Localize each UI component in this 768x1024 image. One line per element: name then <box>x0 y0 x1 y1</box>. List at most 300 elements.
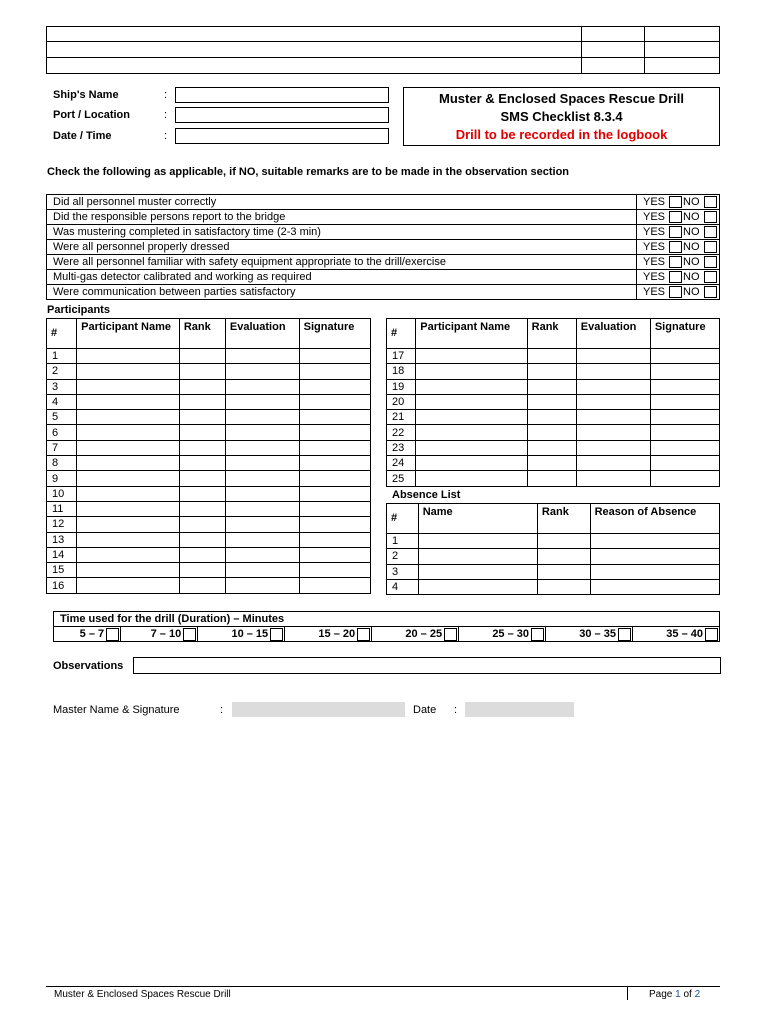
participant-number: 9 <box>47 471 77 486</box>
no-label: NO <box>683 256 700 268</box>
participant-cell[interactable] <box>416 471 527 486</box>
participant-cell[interactable] <box>650 379 719 394</box>
participant-cell[interactable] <box>299 486 370 501</box>
port-location-colon: : <box>164 109 168 121</box>
duration-option <box>632 627 719 642</box>
participant-number: 6 <box>47 425 77 440</box>
participant-number: 7 <box>47 440 77 455</box>
participant-number: 19 <box>387 379 416 394</box>
participant-cell[interactable] <box>576 440 650 455</box>
participant-row <box>47 501 371 516</box>
ship-name-field[interactable] <box>175 87 389 103</box>
participant-cell[interactable] <box>77 440 180 455</box>
observations-label: Observations <box>53 660 124 672</box>
no-checkbox[interactable] <box>704 256 717 268</box>
participant-cell[interactable] <box>527 471 576 486</box>
participant-cell[interactable] <box>225 394 299 409</box>
yes-checkbox[interactable] <box>669 211 682 223</box>
participant-cell[interactable] <box>179 349 225 364</box>
duration-checkbox[interactable] <box>183 628 196 641</box>
participant-cell[interactable] <box>179 578 225 593</box>
participant-cell[interactable] <box>299 394 370 409</box>
master-signature-field[interactable] <box>232 702 405 717</box>
checklist-answer <box>637 285 720 300</box>
participant-cell[interactable] <box>576 456 650 471</box>
participant-cell[interactable] <box>77 501 180 516</box>
duration-checkbox[interactable] <box>106 628 119 641</box>
participant-cell[interactable] <box>416 440 527 455</box>
participant-cell[interactable] <box>225 440 299 455</box>
participant-row <box>47 394 371 409</box>
participants-header-cell: Signature <box>299 319 370 349</box>
checklist-row <box>47 195 720 210</box>
absence-number: 3 <box>387 564 419 579</box>
participant-row <box>47 578 371 593</box>
absence-row <box>387 549 720 564</box>
date-field[interactable] <box>465 702 574 717</box>
duration-table <box>53 611 720 642</box>
checklist-answer <box>637 225 720 240</box>
absence-cell[interactable] <box>537 579 590 594</box>
participant-cell[interactable] <box>225 379 299 394</box>
participant-row <box>47 456 371 471</box>
no-label: NO <box>683 241 700 253</box>
participant-cell[interactable] <box>299 501 370 516</box>
participant-number: 3 <box>47 379 77 394</box>
yes-checkbox[interactable] <box>669 226 682 238</box>
date-time-colon: : <box>164 130 168 142</box>
participant-cell[interactable] <box>179 486 225 501</box>
participant-row <box>47 547 371 562</box>
participant-cell[interactable] <box>527 349 576 364</box>
participant-cell[interactable] <box>225 456 299 471</box>
duration-checkbox[interactable] <box>357 628 370 641</box>
participant-row <box>387 425 720 440</box>
observations-field[interactable] <box>133 657 721 674</box>
date-time-field[interactable] <box>175 128 389 144</box>
page-of: of <box>680 989 695 1000</box>
duration-title: Time used for the drill (Duration) – Minutes <box>54 612 720 627</box>
absence-cell[interactable] <box>537 534 590 549</box>
participant-row <box>47 471 371 486</box>
participant-cell[interactable] <box>77 486 180 501</box>
participant-cell[interactable] <box>77 379 180 394</box>
yes-label: YES <box>643 211 666 223</box>
checklist-number: SMS Checklist 8.3.4 <box>500 109 623 124</box>
participant-cell[interactable] <box>225 578 299 593</box>
duration-option-label: 5 – 7 <box>79 628 105 640</box>
participant-cell[interactable] <box>225 486 299 501</box>
participant-cell[interactable] <box>225 425 299 440</box>
participant-cell[interactable] <box>416 410 527 425</box>
checklist-answer <box>637 270 720 285</box>
participant-cell[interactable] <box>299 425 370 440</box>
participant-row <box>387 394 720 409</box>
participant-cell[interactable] <box>77 364 180 379</box>
participant-cell[interactable] <box>650 471 719 486</box>
participant-row <box>387 440 720 455</box>
checklist-question: Was mustering completed in satisfactory time (2-3 min) <box>47 225 637 240</box>
absence-table <box>386 503 720 595</box>
participant-cell[interactable] <box>77 547 180 562</box>
participant-number: 20 <box>387 394 416 409</box>
no-checkbox[interactable] <box>704 211 717 223</box>
participants-header-cell: Evaluation <box>576 319 650 349</box>
participant-cell[interactable] <box>299 563 370 578</box>
yes-checkbox[interactable] <box>669 241 682 253</box>
participant-cell[interactable] <box>179 440 225 455</box>
duration-checkbox[interactable] <box>444 628 457 641</box>
checklist-table <box>46 194 720 300</box>
no-checkbox[interactable] <box>704 286 717 298</box>
participant-cell[interactable] <box>576 410 650 425</box>
participant-cell[interactable] <box>77 394 180 409</box>
yes-checkbox[interactable] <box>669 256 682 268</box>
yes-checkbox[interactable] <box>669 271 682 283</box>
participant-cell[interactable] <box>179 471 225 486</box>
participant-cell[interactable] <box>77 563 180 578</box>
participants-header-row <box>47 319 371 349</box>
participant-cell[interactable] <box>650 364 719 379</box>
participants-header-cell: Rank <box>527 319 576 349</box>
participant-number: 4 <box>47 394 77 409</box>
participant-number: 15 <box>47 563 77 578</box>
checklist-answer <box>637 255 720 270</box>
port-location-label: Port / Location <box>53 109 130 121</box>
participant-number: 11 <box>47 501 77 516</box>
participant-cell[interactable] <box>650 440 719 455</box>
participant-cell[interactable] <box>576 394 650 409</box>
instruction-text: Check the following as applicable, if NO, suitable remarks are to be made in the observation section <box>47 166 570 178</box>
yes-label: YES <box>643 286 666 298</box>
participant-cell[interactable] <box>576 349 650 364</box>
duration-checkbox[interactable] <box>531 628 544 641</box>
yes-label: YES <box>643 226 666 238</box>
participant-cell[interactable] <box>179 456 225 471</box>
participants-header-cell: Rank <box>179 319 225 349</box>
participant-cell[interactable] <box>299 364 370 379</box>
checklist-question: Were communication between parties satisfactory <box>47 285 637 300</box>
participant-cell[interactable] <box>179 532 225 547</box>
participant-row <box>47 410 371 425</box>
participant-cell[interactable] <box>576 471 650 486</box>
participant-number: 24 <box>387 456 416 471</box>
participant-cell[interactable] <box>416 394 527 409</box>
participant-row <box>47 440 371 455</box>
participant-cell[interactable] <box>527 425 576 440</box>
participant-cell[interactable] <box>225 364 299 379</box>
absence-header-cell: Reason of Absence <box>590 504 719 534</box>
duration-checkbox[interactable] <box>705 628 718 641</box>
participant-number: 12 <box>47 517 77 532</box>
participant-row <box>47 517 371 532</box>
form-title: Muster & Enclosed Spaces Rescue Drill <box>439 91 684 106</box>
participant-cell[interactable] <box>650 349 719 364</box>
participant-cell[interactable] <box>650 456 719 471</box>
duration-option-label: 25 – 30 <box>492 628 530 640</box>
yes-label: YES <box>643 196 666 208</box>
participant-row <box>387 471 720 486</box>
participant-cell[interactable] <box>77 425 180 440</box>
title-box <box>403 87 720 146</box>
participant-number: 23 <box>387 440 416 455</box>
participant-row <box>47 532 371 547</box>
participant-cell[interactable] <box>650 410 719 425</box>
duration-option-label: 30 – 35 <box>579 628 616 640</box>
yes-label: YES <box>643 271 666 283</box>
participant-row <box>47 563 371 578</box>
absence-cell[interactable] <box>418 579 537 594</box>
participant-cell[interactable] <box>299 410 370 425</box>
absence-cell[interactable] <box>418 549 537 564</box>
participant-cell[interactable] <box>650 425 719 440</box>
absence-number: 1 <box>387 534 419 549</box>
participants-header-cell: Evaluation <box>225 319 299 349</box>
no-label: NO <box>683 271 700 283</box>
participant-cell[interactable] <box>299 517 370 532</box>
absence-number: 4 <box>387 579 419 594</box>
duration-option-label: 35 – 40 <box>666 628 703 640</box>
participant-number: 17 <box>387 349 416 364</box>
participant-cell[interactable] <box>77 456 180 471</box>
absence-header-cell: Rank <box>537 504 590 534</box>
participant-cell[interactable] <box>299 471 370 486</box>
participant-cell[interactable] <box>77 471 180 486</box>
checklist-question: Did the responsible persons report to the bridge <box>47 210 637 225</box>
participant-cell[interactable] <box>527 440 576 455</box>
participant-cell[interactable] <box>77 410 180 425</box>
participant-number: 16 <box>47 578 77 593</box>
participant-row <box>387 456 720 471</box>
checklist-question: Multi-gas detector calibrated and working as required <box>47 270 637 285</box>
absence-cell[interactable] <box>590 549 719 564</box>
absence-cell[interactable] <box>537 564 590 579</box>
duration-option <box>54 627 121 642</box>
duration-option-label: 7 – 10 <box>150 628 182 640</box>
participant-cell[interactable] <box>527 410 576 425</box>
no-label: NO <box>683 196 700 208</box>
duration-option <box>546 627 633 642</box>
master-colon: : <box>220 704 224 716</box>
participant-number: 25 <box>387 471 416 486</box>
duration-option <box>459 627 546 642</box>
no-checkbox[interactable] <box>704 241 717 253</box>
participant-row <box>47 425 371 440</box>
participant-cell[interactable] <box>179 425 225 440</box>
participant-cell[interactable] <box>299 547 370 562</box>
duration-checkbox[interactable] <box>270 628 283 641</box>
absence-header-row <box>387 504 720 534</box>
participants-header-cell: # <box>47 319 77 349</box>
checklist-row <box>47 225 720 240</box>
participant-cell[interactable] <box>527 364 576 379</box>
participant-cell[interactable] <box>225 501 299 516</box>
absence-cell[interactable] <box>590 534 719 549</box>
checklist-row <box>47 270 720 285</box>
checklist-row <box>47 255 720 270</box>
participants-header-row <box>387 319 720 349</box>
participant-number: 13 <box>47 532 77 547</box>
participants-header-cell: Participant Name <box>416 319 527 349</box>
participant-row <box>387 410 720 425</box>
participants-header-cell: # <box>387 319 416 349</box>
participant-cell[interactable] <box>299 578 370 593</box>
duration-checkbox[interactable] <box>618 628 631 641</box>
participant-number: 1 <box>47 349 77 364</box>
duration-option <box>372 627 459 642</box>
participant-cell[interactable] <box>225 349 299 364</box>
absence-title: Absence List <box>392 489 461 501</box>
no-label: NO <box>683 211 700 223</box>
no-checkbox[interactable] <box>704 271 717 283</box>
participant-cell[interactable] <box>650 394 719 409</box>
checklist-row <box>47 285 720 300</box>
absence-cell[interactable] <box>537 549 590 564</box>
page-current: 1 <box>675 989 681 1000</box>
checklist-answer <box>637 210 720 225</box>
participant-cell[interactable] <box>416 425 527 440</box>
checklist-question: Were all personnel properly dressed <box>47 240 637 255</box>
ship-name-colon: : <box>164 89 168 101</box>
checklist-answer <box>637 240 720 255</box>
participant-cell[interactable] <box>576 379 650 394</box>
participant-cell[interactable] <box>225 471 299 486</box>
absence-cell[interactable] <box>590 579 719 594</box>
participant-row <box>387 379 720 394</box>
participant-cell[interactable] <box>179 394 225 409</box>
duration-options-row <box>54 627 720 642</box>
absence-header-cell: Name <box>418 504 537 534</box>
participants-title: Participants <box>47 304 110 316</box>
yes-label: YES <box>643 241 666 253</box>
participant-cell[interactable] <box>576 425 650 440</box>
checklist-row <box>47 210 720 225</box>
participant-cell[interactable] <box>179 364 225 379</box>
duration-option <box>121 627 198 642</box>
participant-cell[interactable] <box>77 349 180 364</box>
participant-row <box>47 349 371 364</box>
duration-title-row <box>54 612 720 627</box>
participant-cell[interactable] <box>225 547 299 562</box>
participant-number: 8 <box>47 456 77 471</box>
participant-cell[interactable] <box>225 410 299 425</box>
footer-divider <box>627 987 628 1000</box>
absence-row <box>387 564 720 579</box>
absence-header-cell: # <box>387 504 419 534</box>
participant-number: 14 <box>47 547 77 562</box>
duration-option <box>285 627 372 642</box>
participant-cell[interactable] <box>77 517 180 532</box>
participant-number: 22 <box>387 425 416 440</box>
participant-cell[interactable] <box>299 532 370 547</box>
checklist-row <box>47 240 720 255</box>
participant-cell[interactable] <box>77 578 180 593</box>
date-colon: : <box>454 704 458 716</box>
duration-option <box>198 627 285 642</box>
yes-checkbox[interactable] <box>669 286 682 298</box>
absence-row <box>387 579 720 594</box>
no-checkbox[interactable] <box>704 226 717 238</box>
participant-cell[interactable] <box>299 349 370 364</box>
page-prefix: Page <box>649 989 676 1000</box>
participant-row <box>47 486 371 501</box>
participants-header-cell: Participant Name <box>77 319 180 349</box>
no-checkbox[interactable] <box>704 196 717 208</box>
participant-cell[interactable] <box>179 517 225 532</box>
page-total: 2 <box>694 989 701 1000</box>
duration-option-label: 10 – 15 <box>231 628 269 640</box>
absence-cell[interactable] <box>590 564 719 579</box>
participant-cell[interactable] <box>299 379 370 394</box>
participants-table-right <box>386 318 720 487</box>
participant-number: 21 <box>387 410 416 425</box>
participant-cell[interactable] <box>225 517 299 532</box>
yes-checkbox[interactable] <box>669 196 682 208</box>
checklist-question: Were all personnel familiar with safety equipment appropriate to the drill/exercise <box>47 255 637 270</box>
participant-cell[interactable] <box>416 349 527 364</box>
duration-option-label: 20 – 25 <box>405 628 443 640</box>
no-label: NO <box>683 286 700 298</box>
date-time-label: Date / Time <box>53 130 112 142</box>
footer-doc-title: Muster & Enclosed Spaces Rescue Drill <box>54 989 231 1000</box>
participant-cell[interactable] <box>299 440 370 455</box>
logbook-note: Drill to be recorded in the logbook <box>455 127 668 142</box>
participant-cell[interactable] <box>225 532 299 547</box>
header-table <box>46 26 720 74</box>
participant-number: 5 <box>47 410 77 425</box>
participant-number: 2 <box>47 364 77 379</box>
participant-number: 10 <box>47 486 77 501</box>
participant-number: 18 <box>387 364 416 379</box>
participant-cell[interactable] <box>179 501 225 516</box>
participant-cell[interactable] <box>179 410 225 425</box>
participant-cell[interactable] <box>416 364 527 379</box>
absence-cell[interactable] <box>418 534 537 549</box>
participants-table-left <box>46 318 371 594</box>
page-number <box>649 989 700 1000</box>
participant-cell[interactable] <box>179 379 225 394</box>
participant-row <box>47 379 371 394</box>
absence-number: 2 <box>387 549 419 564</box>
absence-row <box>387 534 720 549</box>
port-location-field[interactable] <box>175 107 389 123</box>
checklist-question: Did all personnel muster correctly <box>47 195 637 210</box>
participant-cell[interactable] <box>527 394 576 409</box>
participant-cell[interactable] <box>225 563 299 578</box>
no-label: NO <box>683 226 700 238</box>
checklist-answer <box>637 195 720 210</box>
footer-rule <box>46 986 720 987</box>
master-label: Master Name & Signature <box>53 704 180 716</box>
participant-cell[interactable] <box>576 364 650 379</box>
participant-cell[interactable] <box>416 456 527 471</box>
participant-cell[interactable] <box>299 456 370 471</box>
participant-cell[interactable] <box>179 563 225 578</box>
participant-cell[interactable] <box>77 532 180 547</box>
ship-name-label: Ship's Name <box>53 89 119 101</box>
participant-row <box>47 364 371 379</box>
yes-label: YES <box>643 256 666 268</box>
absence-cell[interactable] <box>418 564 537 579</box>
date-label: Date <box>413 704 437 716</box>
participant-row <box>387 364 720 379</box>
participant-cell[interactable] <box>527 379 576 394</box>
participant-cell[interactable] <box>527 456 576 471</box>
participant-row <box>387 349 720 364</box>
participant-cell[interactable] <box>416 379 527 394</box>
participants-header-cell: Signature <box>650 319 719 349</box>
participant-cell[interactable] <box>179 547 225 562</box>
